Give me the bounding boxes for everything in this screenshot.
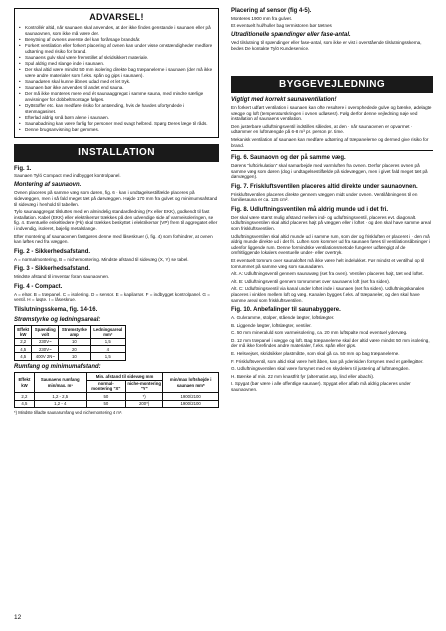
fig10-item: H. Bænke af min. 22 mm knastfrit fyr (alternativt asp, lind eller abachi). [231, 373, 375, 379]
fig4-heading: Fig. 4 - Compact. [14, 283, 63, 290]
build-guide-banner: BYGGEVEJLEDNING [231, 76, 433, 93]
power-table-header: Strømstyrke amp [59, 325, 90, 338]
warning-item: • Dyttstoffer etc. kan medføre risiko for antænding, hvis de havdes ufortyndede i stenmagasinet. [19, 103, 214, 114]
warning-item: • Der må ikke monteres mere end ét saunaaggregat i samme sauna, med mindre særlige anvisninger for dobbeltmontage følges. [19, 91, 214, 102]
volume-subheader-normal: normal-montering "X" [86, 380, 125, 393]
fig10-item: G. Udluftningsventilen skal være forsynet med en skydelem til justering af luftmængden. [231, 366, 410, 372]
ventilation-heading: Vigtigt med korrekt saunaventilation! [231, 96, 337, 103]
fig2-text: A = normalmontering, B = nichemontering. Mindste afstand til sidevæg (X, Y) se tabel. [14, 256, 189, 262]
sensor-heading: Placering af sensor (fig 4-5). [231, 8, 312, 14]
table-cell: 4,5 [15, 400, 35, 407]
mounting-heading: Montering af saunaovn. [14, 182, 82, 189]
voltage-heading: Utraditionelle spændinger eller fase-antal. [231, 32, 351, 39]
fig10-item: E. Helsvejset, skridsikker plastmåtte, som skal gå ca. 50 mm op bag træpanelerne. [231, 351, 400, 357]
table-cell: *) [126, 393, 163, 400]
table-row [15, 393, 219, 400]
voltage-text: Ved tilslutning til spændinger eller fase-antal, som ikke er vist i overstående tilslutningsskema, bedes De kontakte Tylö Kundeservice. [231, 40, 422, 51]
warning-item: • Kontrollér altid, når saunaen skal anvendes, at der ikke findes genstande i saunaen eller på saunaovnen, som ikke må være der. [19, 25, 214, 36]
mounting-paragraph-3: Efter montering af saunaovnen fastgøres denne med låseskruer (i, fig. 4) som forhindrer, at ovnen kan løftes ned fra væggen. [14, 233, 213, 245]
warning-list [19, 25, 214, 133]
fig10-heading: Fig. 10. Anbefalinger til saunabyggere. [231, 307, 341, 314]
fig3-text: Mindste afstand til imventar foran saunaovnen. [14, 274, 110, 280]
table-cell: 1,5 [90, 338, 125, 345]
ventilation-paragraph-3: Mekanisk ventilation af saunaen kan medføre udtørring af træpanelerne og dermed give risiko for brand. [231, 137, 429, 148]
fig6-heading: Fig. 6. Saunaovn og dør på samme væg. [231, 155, 346, 162]
table-cell: 50 [86, 400, 125, 407]
volume-header-distance: Min. afstand til sidevæg mm [86, 373, 163, 380]
warning-item: • Forkert ventilation eller forkert placering af ovnen kan under visse omstændigheder medføre udtørring med risiko for brand. [19, 43, 214, 54]
warning-item: • Benytning af ovnens øverste del kan forårsage brandsår. [19, 37, 214, 43]
fig10-item: A. Gulvramme, stolper, stående lægter, loftslægter. [231, 315, 335, 321]
table-cell: 50 [86, 393, 125, 400]
table-cell: 10 [59, 338, 90, 345]
sensor-text-1: Monteres 1900 mm fra gulvet. [231, 15, 293, 21]
fig7-text: Friskluftsventilen placeres direkte gennem væggen midt under ovnen. Ventilåbningens til en familiesauna er ca. 125 cm². [231, 191, 418, 203]
fig10-list [231, 315, 433, 393]
fig10-item: D. 12 mm træpanel i vægge og loft. Bag træpanelerne skal der altid være mindst 50 mm isolering, der må ikke forefindes andre materialer, f.eks. spån eller gips. [231, 337, 430, 349]
volume-header-volume: Saunaens rumfang min/max. m³ [34, 373, 86, 393]
power-heading: Strømstyrke og ledningsareal: [14, 316, 101, 323]
warning-item: • Saunadøren skal kunne åbnes udad med et let tryk. [19, 79, 214, 85]
table-cell: 4,5 [15, 353, 32, 360]
table-cell: 20 [59, 346, 90, 353]
divider [231, 150, 433, 151]
table-row [15, 338, 126, 345]
fig8-paragraph-3: Et eventuelt tomrum over saunaloftet må ikke være helt indelukket. Før mindst et ventilhul op til tomrummet på samme væg som saunadøren. [231, 258, 425, 269]
power-table [14, 325, 126, 361]
fig8-paragraph-2: Udluftningsventilen skal altid munde ud i samme rum, som der og friskluften er placeret i · den må aldrig munde direkte ud i det fri. Luften som kommer ud fra saunaen føres til ventilationsåbninger i udenfor liggende rum. Denne formindske ventilationsmetode fungerer udfængigt af de omfritliggende lokalers eventuelle under- eller overtryk. [231, 233, 430, 256]
table-cell: 230V~ [32, 346, 59, 353]
table-cell: 10 [59, 353, 90, 360]
installation-banner: INSTALLATION [14, 144, 219, 161]
power-table-header: Ledningsareal mm² [90, 325, 125, 338]
fig4-text: A = elrør. B = træpanel. C = isolering. D = sensor. E = kapilarrør. F = indbygget kontrolpanel. G = ventil. H = løqte. I = låseskrue. [14, 291, 210, 303]
warning-box [14, 8, 219, 138]
warning-item: • Efterlad aldrig små børn alene i saunaen. [19, 115, 214, 121]
warning-title: ADVARSEL! [89, 12, 144, 22]
fig10-item: C. 50 mm mineraluld som varmeisolering, ca. 20 mm luftspalte mod eventuel ydervæg. [231, 330, 408, 336]
fig1-heading: Fig. 1. [14, 165, 32, 172]
power-table-header: Spænding volt [32, 325, 59, 338]
table-cell: 4 [90, 346, 125, 353]
fig8-heading: Fig. 8. Udluftningsventilen må aldrig munde ud i det fri. [231, 206, 389, 213]
mounting-paragraph-2: Tylo saunaaggregat tilsluttes med en almindelig standardledning (Fx eller EKK), godkendt til fast installation. Kabel (EKK) eller elektrikerrør trækkes på den udvendige side af varmeisoleringen, se fig. 4. Eventuelle enkeltledere (Fk) skal trækkes beskyttet i elektrikerrør (VP) frem til aggregatet eller i indvendig, isoleret, bøjelig metalslange. [14, 209, 218, 231]
volume-table [14, 372, 219, 408]
right-column [231, 8, 433, 395]
alternative-a: Alt. A: Udluftningsventil gennem saunavæg (set fra oven). Ventilen placeres højt, tæt ved loftet. [231, 271, 424, 277]
table-cell: 1,5 [90, 353, 125, 360]
left-column [14, 8, 219, 417]
fig10-item: I. Spygat (bør være i alle offentlige saunaer). Spygat eller afløb må aldrig placeres under saunaovnen. [231, 381, 411, 393]
table-note: *) Mindste tilladte saunarumfang ved nichemontering 4 m³. [14, 410, 123, 416]
fig8-paragraph-1: Der skal være størst mulig afstand mellem ind- og udluftningsventil, placeres evt. diagonalt. Udluftningsventilen skal altid placeres højt på væggen eller i loftet · og den skal have samme areal som friskluftsventilen. [231, 214, 431, 232]
volume-subheader-niche: niche-montering "Y" [127, 381, 161, 392]
table-cell: 1,2 - 4 [34, 400, 86, 407]
ventilation-paragraph-2: Den justerbare udluftningsventil indstilles således, at den · når saunaovnen er opvarmet · udtømmer en luftmængde på 6-8 m³ pr. person pr. time. [231, 123, 413, 135]
fig2-heading: Fig. 2 - Sikkerhedsafstand. [14, 248, 91, 255]
fig1-text: Saunaen Tyló Compact med indbygget kontrolpanel. [14, 173, 121, 179]
table-cell: 400V 2N~ [32, 353, 59, 360]
table-row [15, 353, 126, 360]
fig6-text: Dørens "luftcirkulation" skal samarbejde med varmluften fra ovnen. Derfor placeres ovnen på samme væg som døren (dog i undtagelsestilfælde på sidevæggen, men i givet fald meget tæt på dørvæggen). [231, 163, 428, 180]
volume-heading: Rumfang og minimumafstand: [14, 363, 101, 370]
fig10-item: B. Liggende lægter, loftslægter, ventiler. [231, 322, 312, 328]
warning-item: • Denne brugsanvisning bør gemmes. [19, 127, 214, 133]
table-cell: 200*) [126, 400, 163, 407]
table-cell: 230V~ [32, 338, 59, 345]
table-cell: 1900/2100 [163, 400, 219, 407]
mounting-paragraph-1: Ovnen placeres på samme væg som døren, fig. 6 · kan i undtagelsestilfælde placeres på sidevæggen, men i så fald meget tæt på dørvæggen. Højde 170 mm fra gulvet og minimumsafstand til sidevæg i henhold til tabellen. [14, 190, 218, 207]
fig10-item: F. Friskluftsventil, som altid skal være helt åben, kan på yderisiden forsynes med et gællegitter. [231, 358, 424, 364]
connection-heading: Tilslutningsskema, fig. 14-16. [14, 306, 98, 313]
sensor-text-2: Et eventuelt hul/huller bag termistoren bør tætnes [231, 23, 332, 29]
table-row [15, 346, 126, 353]
warning-item: • Der skal altid være mindst 50 mm isolering direkte bag træpanelerne i saunaen (der må ikke være andre materialer som f.eks. spån og gips i saunaen). [19, 67, 214, 78]
volume-header-height: min/max loftshøjde i saunaen mm* [163, 373, 219, 393]
warning-item: • Spul aldrig med slange inde i saunaen. [19, 61, 214, 67]
table-cell: 1,2 - 2,5 [34, 393, 86, 400]
table-cell: 1900/2100 [163, 393, 219, 400]
table-cell: 2,2 [15, 338, 32, 345]
ventilation-paragraph-1: En forkert udført ventilation i saunaen kan ofte resultere i overophedede gulve og bænke, ødelagte væqge og loft (temperaturskringen i ovnen udløses!). Følg derfor denne vejledning nøje ved installation af saunaens ventilation. [231, 105, 432, 122]
fig7-heading: Fig. 7. Friskluftsventilen placeres altid direkte under saunaovnen. [231, 183, 418, 190]
alternative-b: Alt. B: Udluftningsventil gennem tomrummet over saunaens loft (set fra siden). [231, 278, 391, 284]
volume-header-effect: Effekt kW [15, 373, 35, 393]
table-row [15, 400, 219, 407]
warning-item: • Saunabadning kan være farlig for personer med svagt helbred. Spørg Deres læge til råds. [19, 121, 214, 127]
alternative-c: Alt. C: Udluftningsventil via kanal under loftet inde i saunaen (set fra siden). Udluftningskanalen placeres i vinklen mellem loft og væg. Kanalen bygges f.eks. af træpaneler, og den skal have samme areal som friskluftsventilen. [231, 286, 425, 303]
fig3-heading: Fig. 3 - Sikkerhedsafstand. [14, 266, 91, 273]
warning-item: • Saunaens gulv skal være fremstillet af skridsikkert materiale. [19, 55, 214, 61]
table-cell: 2,2 [15, 393, 35, 400]
page-number: 12 [14, 614, 22, 622]
warning-item: • Saunaen bør ikke anvendes til andet end sauna. [19, 85, 214, 91]
power-table-header: Effekt kW [15, 325, 32, 338]
table-cell: 4,5 [15, 346, 32, 353]
